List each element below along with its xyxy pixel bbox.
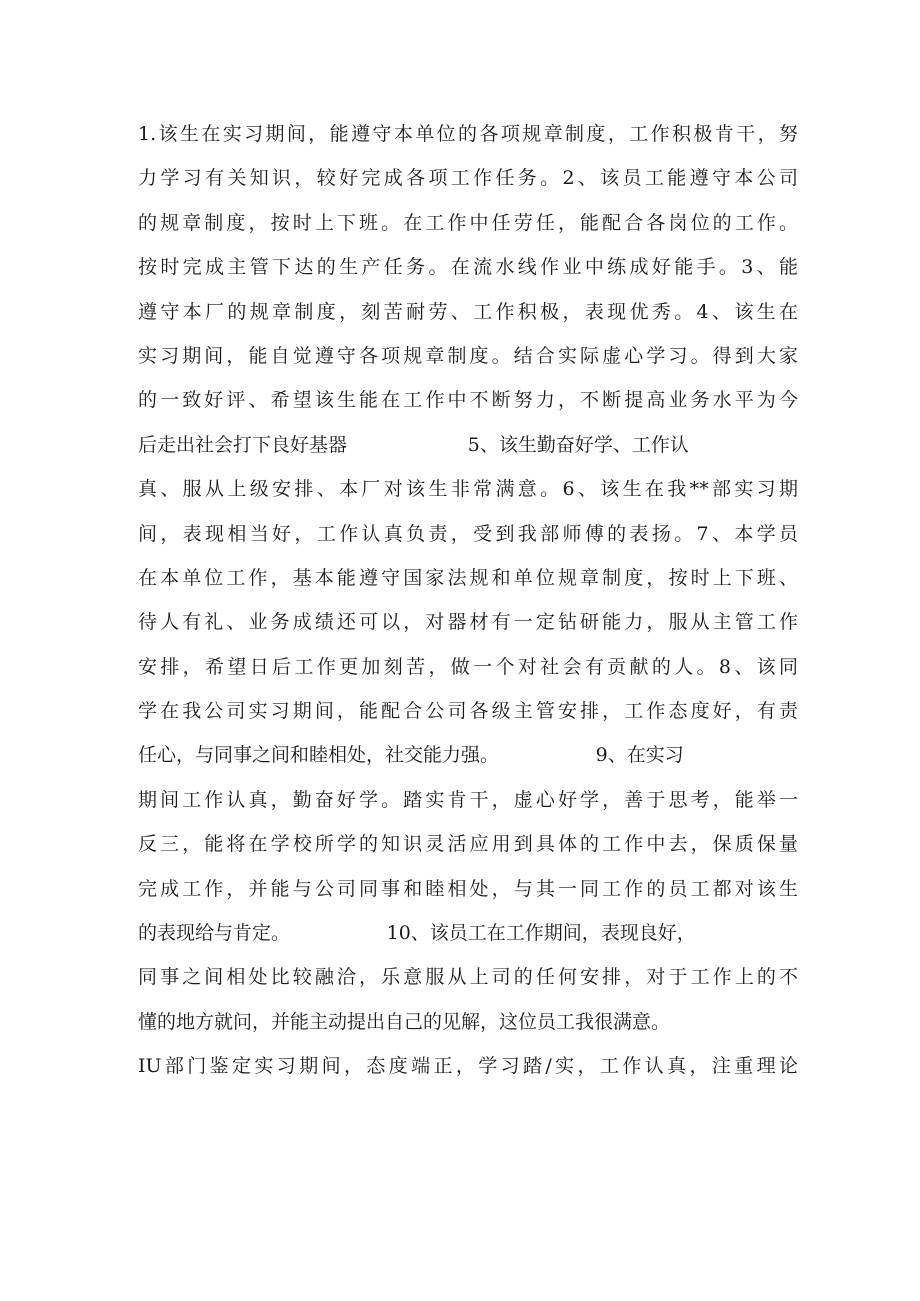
text-line-8: 后走出社会打下良好基器 5、该生勤奋好学、工作认 <box>138 433 689 456</box>
text-line-12: 待人有礼、业务成绩还可以，对器材有一定钻研能力，服从主管工作 <box>138 611 798 634</box>
text-line-3: 的规章制度，按时上下班。在工作中任劳任，能配合各岗位的工作。 <box>138 211 798 234</box>
text-line-16: 期间工作认真，勤奋好学。踏实肯干，虚心好学，善于思考，能举一 <box>138 788 798 811</box>
text-line-13: 安排，希望日后工作更加刻苦，做一个对社会有贡献的人。8、该同 <box>138 655 798 678</box>
text-line-9: 真、服从上级安排、本厂对该生非常满意。6、该生在我**部实习期 <box>138 478 798 501</box>
text-line-5: 遵守本厂的规章制度，刻苦耐劳、工作积极，表现优秀。4、该生在 <box>138 300 798 323</box>
text-line-17: 反三，能将在学校所学的知识灵活应用到具体的工作中去，保质保量 <box>138 833 798 856</box>
text-line-10: 间，表现相当好，工作认真负责，受到我部师傅的表扬。7、本学员 <box>138 522 798 545</box>
text-line-15: 任心，与同事之间和睦相处，社交能力强。 9、在实习 <box>138 744 684 767</box>
text-line-20: 同事之间相处比较融洽，乐意服从上司的任何安排，对于工作上的不 <box>138 966 798 989</box>
text-line-6: 实习期间，能自觉遵守各项规章制度。结合实际虚心学习。得到大家 <box>138 344 798 367</box>
text-line-19: 的表现给与肯定。 10、该员工在工作期间，表现良好， <box>138 922 696 945</box>
document-body <box>138 112 798 1089</box>
text-line-2: 力学习有关知识，较好完成各项工作任务。2、该员工能遵守本公司 <box>138 167 798 190</box>
text-line-4: 按时完成主管下达的生产任务。在流水线作业中练成好能手。3、能 <box>138 256 798 279</box>
text-line-14: 学在我公司实习期间，能配合公司各级主管安排，工作态度好，有责 <box>138 700 798 723</box>
text-line-21: 懂的地方就问，并能主动提出自己的见解，这位员工我很满意。 <box>138 1010 671 1033</box>
text-line-18: 完成工作，并能与公司同事和睦相处，与其一同工作的员工都对该生 <box>138 877 798 900</box>
text-line-1: 1.该生在实习期间，能遵守本单位的各项规章制度，工作积极肯干，努 <box>138 123 798 145</box>
text-line-22: IU部门鉴定实习期间，态度端正，学习踏/实，工作认真，注重理论 <box>138 1055 798 1078</box>
text-line-7: 的一致好评、希望该生能在工作中不断努力，不断提高业务水平为今 <box>138 389 798 412</box>
text-line-11: 在本单位工作，基本能遵守国家法规和单位规章制度，按时上下班、 <box>138 566 798 589</box>
